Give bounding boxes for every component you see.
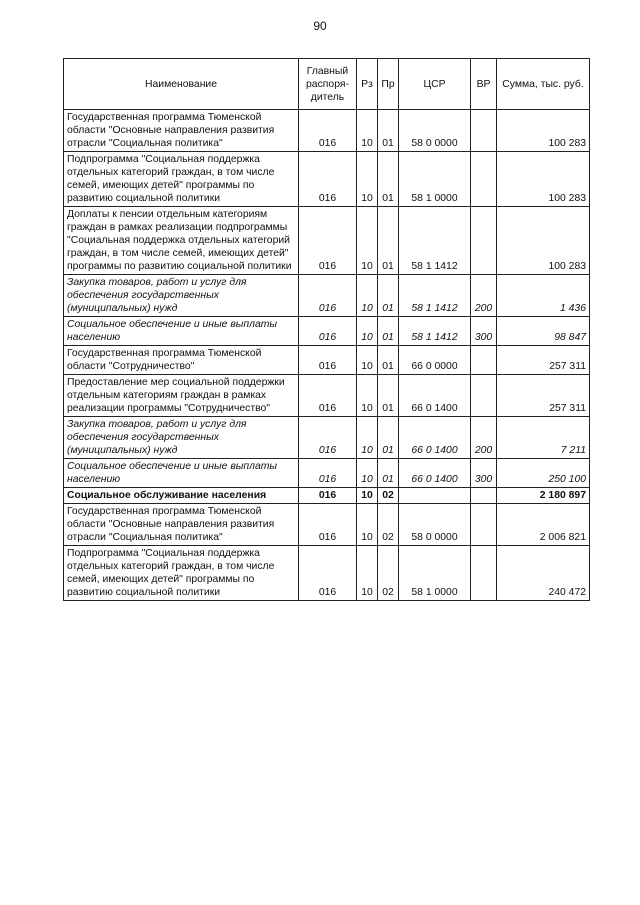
row-name: Подпрограмма "Социальная поддержка отдельных категорий граждан, в том числе семей, имеющих детей" программы по развитию социальной политики: [64, 152, 299, 207]
header-csr: ЦСР: [399, 59, 471, 110]
row-vr: [471, 504, 497, 546]
row-pr: 02: [378, 504, 399, 546]
row-sum: 257 311: [497, 375, 590, 417]
row-name: Подпрограмма "Социальная поддержка отдельных категорий граждан, в том числе семей, имеющих детей" программы по развитию социальной политики: [64, 546, 299, 601]
row-vr: 300: [471, 317, 497, 346]
row-sum: 100 283: [497, 152, 590, 207]
row-pr: 01: [378, 346, 399, 375]
table-row: [64, 346, 590, 375]
row-vr: 200: [471, 275, 497, 317]
row-glav: 016: [299, 546, 357, 601]
row-vr: [471, 488, 497, 504]
row-name: Государственная программа Тюменской области "Сотрудничество": [64, 346, 299, 375]
row-glav: 016: [299, 207, 357, 275]
row-name: Социальное обеспечение и иные выплаты населению: [64, 459, 299, 488]
table-row: [64, 504, 590, 546]
row-name: Социальное обслуживание населения: [64, 488, 299, 504]
row-vr: [471, 346, 497, 375]
row-glav: 016: [299, 346, 357, 375]
row-rz: 10: [357, 488, 378, 504]
row-pr: 01: [378, 275, 399, 317]
table-header-row: [64, 59, 590, 110]
row-name: Государственная программа Тюменской области "Основные направления развития отрасли "Социальная политика": [64, 110, 299, 152]
table-row: [64, 275, 590, 317]
row-vr: [471, 110, 497, 152]
header-rz: Рз: [357, 59, 378, 110]
row-glav: 016: [299, 317, 357, 346]
row-csr: 58 1 1412: [399, 207, 471, 275]
row-sum: 100 283: [497, 207, 590, 275]
row-name: Предоставление мер социальной поддержки отдельным категориям граждан в рамках реализации программы "Сотрудничество": [64, 375, 299, 417]
row-vr: [471, 152, 497, 207]
row-glav: 016: [299, 459, 357, 488]
row-sum: 257 311: [497, 346, 590, 375]
header-name: Наименование: [64, 59, 299, 110]
row-csr: 58 0 0000: [399, 110, 471, 152]
row-name: Закупка товаров, работ и услуг для обеспечения государственных (муниципальных) нужд: [64, 417, 299, 459]
row-name: Социальное обеспечение и иные выплаты населению: [64, 317, 299, 346]
table-row: [64, 110, 590, 152]
row-csr: 58 1 0000: [399, 152, 471, 207]
row-csr: 58 1 0000: [399, 546, 471, 601]
header-sum: Сумма, тыс. руб.: [497, 59, 590, 110]
row-name: Государственная программа Тюменской области "Основные направления развития отрасли "Социальная политика": [64, 504, 299, 546]
row-sum: 100 283: [497, 110, 590, 152]
row-pr: 01: [378, 207, 399, 275]
row-csr: 58 1 1412: [399, 317, 471, 346]
row-pr: 01: [378, 152, 399, 207]
row-glav: 016: [299, 504, 357, 546]
table-row: [64, 546, 590, 601]
row-pr: 01: [378, 375, 399, 417]
row-rz: 10: [357, 110, 378, 152]
header-vr: ВР: [471, 59, 497, 110]
budget-table: [63, 58, 590, 601]
table-row: [64, 152, 590, 207]
row-sum: 1 436: [497, 275, 590, 317]
row-vr: 200: [471, 417, 497, 459]
row-glav: 016: [299, 275, 357, 317]
row-vr: [471, 207, 497, 275]
row-csr: 66 0 1400: [399, 375, 471, 417]
row-glav: 016: [299, 488, 357, 504]
row-pr: 01: [378, 459, 399, 488]
table-row: [64, 317, 590, 346]
row-pr: 02: [378, 488, 399, 504]
page-number: 90: [313, 19, 327, 33]
row-glav: 016: [299, 152, 357, 207]
row-rz: 10: [357, 207, 378, 275]
row-csr: [399, 488, 471, 504]
row-rz: 10: [357, 459, 378, 488]
table-row: [64, 488, 590, 504]
row-csr: 66 0 1400: [399, 459, 471, 488]
table-row: [64, 207, 590, 275]
row-csr: 58 1 1412: [399, 275, 471, 317]
header-glav: Главный распоря-дитель: [299, 59, 357, 110]
row-name: Доплаты к пенсии отдельным категориям граждан в рамках реализации подпрограммы "Социальная поддержка отдельных категорий граждан, в том числе семей, имеющих детей" программы по развитию социальной политики: [64, 207, 299, 275]
row-glav: 016: [299, 375, 357, 417]
row-rz: 10: [357, 417, 378, 459]
row-pr: 01: [378, 417, 399, 459]
row-rz: 10: [357, 346, 378, 375]
row-vr: [471, 546, 497, 601]
row-sum: 240 472: [497, 546, 590, 601]
row-glav: 016: [299, 417, 357, 459]
row-csr: 66 0 1400: [399, 417, 471, 459]
row-csr: 58 0 0000: [399, 504, 471, 546]
row-rz: 10: [357, 375, 378, 417]
row-vr: [471, 375, 497, 417]
row-pr: 01: [378, 110, 399, 152]
table-row: [64, 375, 590, 417]
row-csr: 66 0 0000: [399, 346, 471, 375]
row-glav: 016: [299, 110, 357, 152]
row-sum: 98 847: [497, 317, 590, 346]
row-rz: 10: [357, 504, 378, 546]
row-rz: 10: [357, 152, 378, 207]
row-rz: 10: [357, 275, 378, 317]
row-sum: 250 100: [497, 459, 590, 488]
row-rz: 10: [357, 546, 378, 601]
row-vr: 300: [471, 459, 497, 488]
row-pr: 02: [378, 546, 399, 601]
table-row: [64, 417, 590, 459]
row-name: Закупка товаров, работ и услуг для обеспечения государственных (муниципальных) нужд: [64, 275, 299, 317]
row-rz: 10: [357, 317, 378, 346]
row-sum: 2 006 821: [497, 504, 590, 546]
row-pr: 01: [378, 317, 399, 346]
row-sum: 7 211: [497, 417, 590, 459]
row-sum: 2 180 897: [497, 488, 590, 504]
header-pr: Пр: [378, 59, 399, 110]
table-row: [64, 459, 590, 488]
